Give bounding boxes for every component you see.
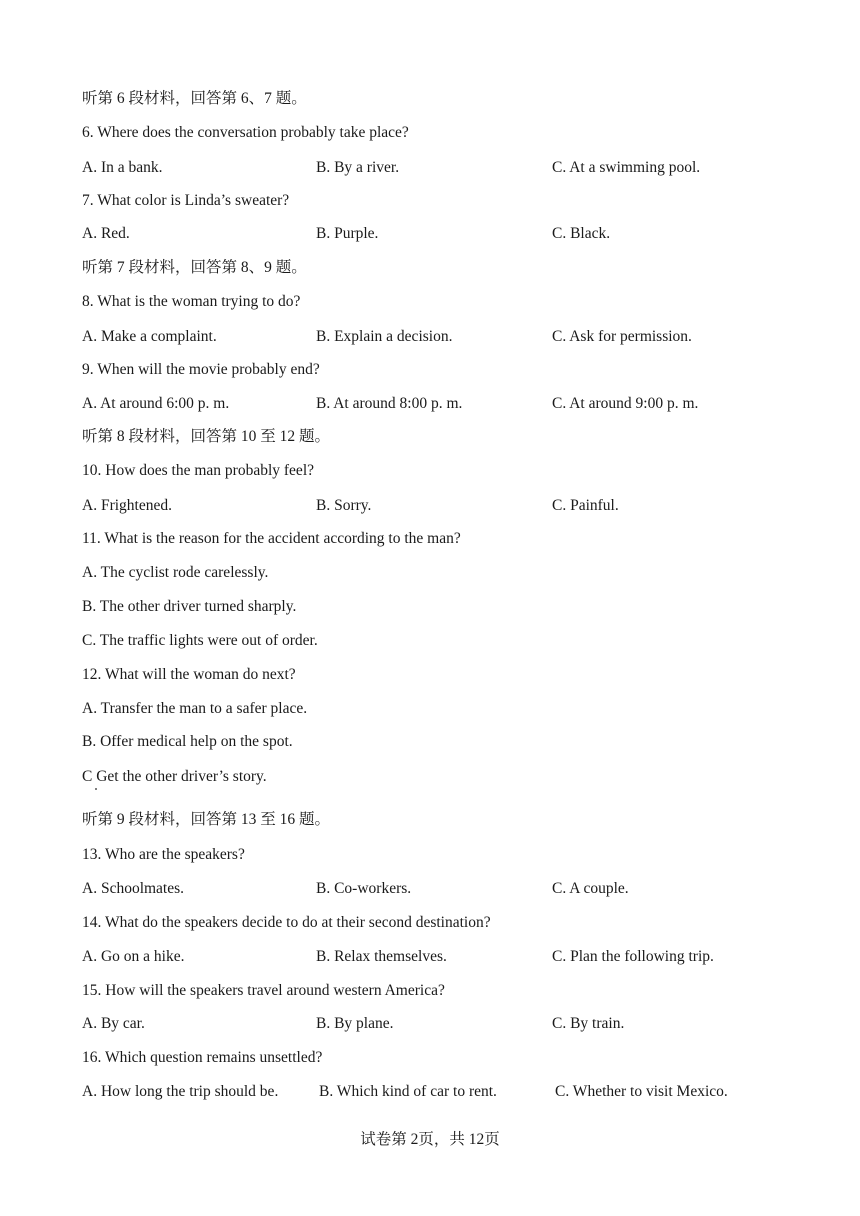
option-c: C. Plan the following trip. — [552, 948, 714, 965]
question-stem: 15. How will the speakers travel around western America? — [82, 982, 445, 999]
option-b: B. Purple. — [316, 225, 379, 242]
option-c: C. By train. — [552, 1015, 625, 1032]
option-b: B. Relax themselves. — [316, 948, 447, 965]
option-c: C. Painful. — [552, 497, 619, 514]
option-b: B. Co-workers. — [316, 880, 412, 897]
option-b: B. Which kind of car to rent. — [319, 1083, 497, 1100]
stray-dot-mark — [95, 788, 97, 790]
question-stem: 12. What will the woman do next? — [82, 666, 296, 683]
question-stem: 13. Who are the speakers? — [82, 846, 245, 863]
option-a: A. By car. — [82, 1015, 145, 1032]
option-b: B. By a river. — [316, 159, 400, 176]
option-c: C. At around 9:00 p. m. — [552, 395, 699, 412]
option-c: C. Black. — [552, 225, 611, 242]
option-c: C. The traffic lights were out of order. — [82, 632, 318, 649]
option-a: A. Make a complaint. — [82, 328, 217, 345]
option-b: B. Offer medical help on the spot. — [82, 733, 293, 750]
section-header: 听第 8 段材料，回答第 10 至 12 题。 — [82, 428, 331, 445]
option-b: B. By plane. — [316, 1015, 394, 1032]
page-footer: 试卷第 2页，共 12页 — [360, 1131, 500, 1148]
option-c: C Get the other driver’s story. — [82, 768, 267, 785]
option-c: C. At a swimming pool. — [552, 159, 701, 176]
option-a: A. At around 6:00 p. m. — [82, 395, 230, 412]
question-stem: 11. What is the reason for the accident according to the man? — [82, 530, 461, 547]
question-stem: 10. How does the man probably feel? — [82, 462, 315, 479]
question-stem: 16. Which question remains unsettled? — [82, 1049, 323, 1066]
option-a: A. In a bank. — [82, 159, 163, 176]
section-header: 听第 6 段材料，回答第 6、7 题。 — [82, 90, 307, 107]
section-header: 听第 7 段材料，回答第 8、9 题。 — [82, 259, 307, 276]
question-stem: 8. What is the woman trying to do? — [82, 293, 301, 310]
section-header: 听第 9 段材料，回答第 13 至 16 题。 — [82, 811, 331, 828]
option-c: C. Whether to visit Mexico. — [555, 1083, 728, 1100]
option-a: A. How long the trip should be. — [82, 1083, 279, 1100]
option-a: A. Schoolmates. — [82, 880, 185, 897]
option-c: C. A couple. — [552, 880, 629, 897]
question-stem: 6. Where does the conversation probably take place? — [82, 124, 409, 141]
option-a: A. Red. — [82, 225, 130, 242]
question-stem: 14. What do the speakers decide to do at their second destination? — [82, 914, 491, 931]
option-a: A. Frightened. — [82, 497, 172, 514]
option-b: B. The other driver turned sharply. — [82, 598, 297, 615]
option-b: B. Sorry. — [316, 497, 372, 514]
option-b: B. Explain a decision. — [316, 328, 453, 345]
option-a: A. The cyclist rode carelessly. — [82, 564, 269, 581]
option-a: A. Go on a hike. — [82, 948, 185, 965]
option-a: A. Transfer the man to a safer place. — [82, 700, 308, 717]
option-c: C. Ask for permission. — [552, 328, 692, 345]
question-stem: 7. What color is Linda’s sweater? — [82, 192, 290, 209]
option-b: B. At around 8:00 p. m. — [316, 395, 463, 412]
question-stem: 9. When will the movie probably end? — [82, 361, 320, 378]
